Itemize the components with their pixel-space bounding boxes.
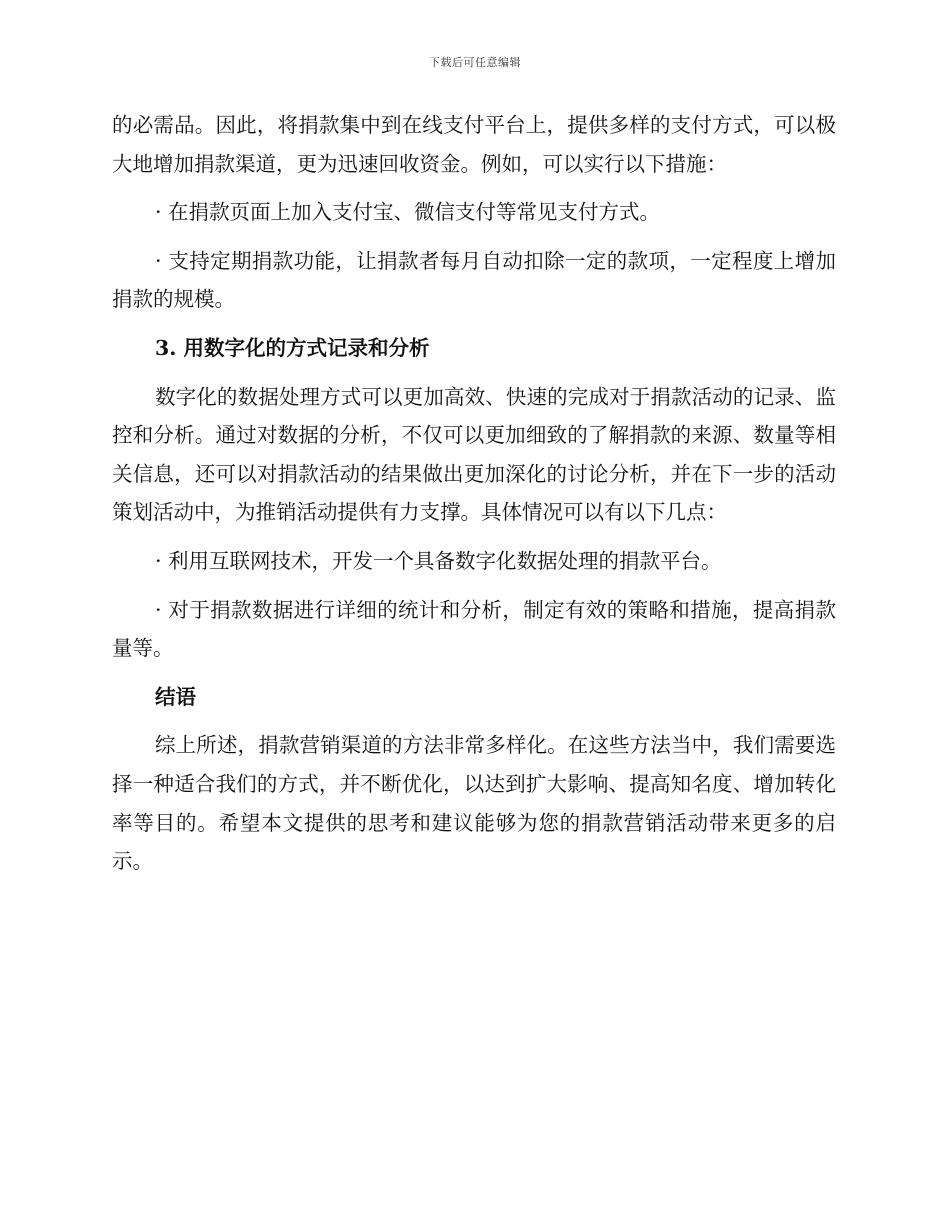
section-heading-3: 3. 用数字化的方式记录和分析 [155, 335, 430, 360]
document-body [112, 106, 836, 881]
page-header: 下载后可任意编辑 [429, 56, 521, 69]
bullet-platform: · 利用互联网技术，开发一个具备数字化数据处理的捐款平台。 [155, 548, 722, 573]
bullet-payment-methods: · 在捐款页面上加入支付宝、微信支付等常见支付方式。 [155, 200, 661, 225]
bullet-statistics: · 对于捐款数据进行详细的统计和分析，制定有效的策略和措施，提高捐款量等。 [112, 597, 836, 661]
paragraph-conclusion: 综上所述，捐款营销渠道的方法非常多样化。在这些方法当中，我们需要选择一种适合我们的方式，并不断优化，以达到扩大影响、提高知名度、增加转化率等目的。希望本文提供的思考和建议能够为您的捐款营销活动带来更多的启示。 [112, 733, 836, 874]
section-heading-conclusion: 结语 [155, 684, 196, 709]
paragraph-digital-analysis: 数字化的数据处理方式可以更加高效、快速的完成对于捐款活动的记录、监控和分析。通过对数据的分析，不仅可以更加细致的了解捐款的来源、数量等相关信息，还可以对捐款活动的结果做出更加深化的讨论分析，并在下一步的活动策划活动中，为推销活动提供有力支撑。具体情况可以有以下几点： [112, 384, 836, 525]
paragraph-intro: 的必需品。因此，将捐款集中到在线支付平台上，提供多样的支付方式，可以极大地增加捐款渠道，更为迅速回收资金。例如，可以实行以下措施： [112, 113, 836, 176]
bullet-recurring-donation: · 支持定期捐款功能，让捐款者每月自动扣除一定的款项，一定程度上增加捐款的规模。 [112, 248, 836, 312]
